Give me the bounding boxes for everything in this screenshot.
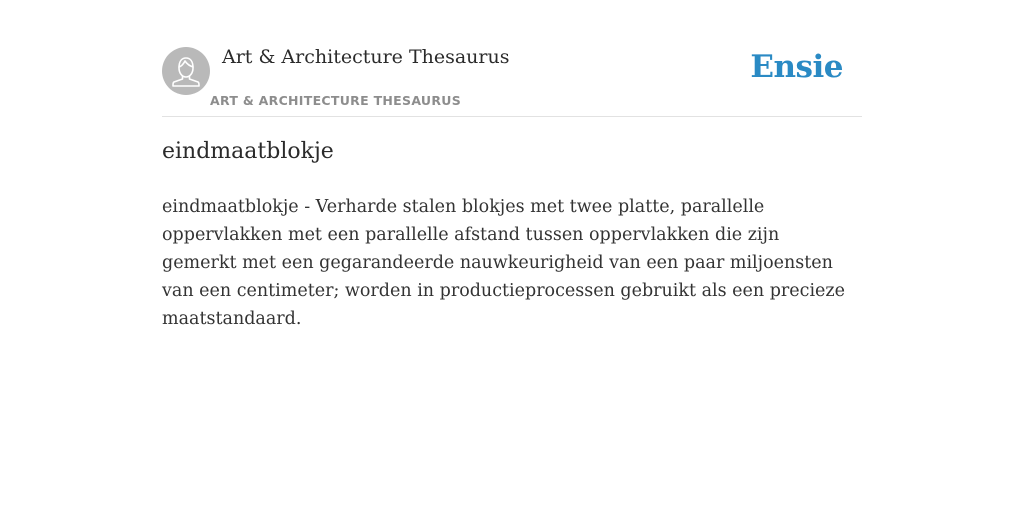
source-subtitle: ART & ARCHITECTURE THESAURUS <box>210 93 462 108</box>
entry-definition: eindmaatblokje - Verharde stalen blokjes met twee platte, parallelle oppervlakken met een parallelle afstand tussen oppervlakken die zijn gemerkt met een gegarandeerde nauwkeurigheid van een paar miljoensten van een centimeter; worden in productieprocessen gebruikt als een precieze maatstandaard. <box>162 197 845 329</box>
user-silhouette-icon <box>162 47 210 95</box>
brand-logo[interactable]: Ensie <box>750 49 843 85</box>
source-title[interactable]: Art & Architecture Thesaurus <box>222 46 510 68</box>
header <box>162 46 862 117</box>
avatar[interactable] <box>162 47 210 95</box>
entry-term: eindmaatblokje <box>162 139 334 164</box>
